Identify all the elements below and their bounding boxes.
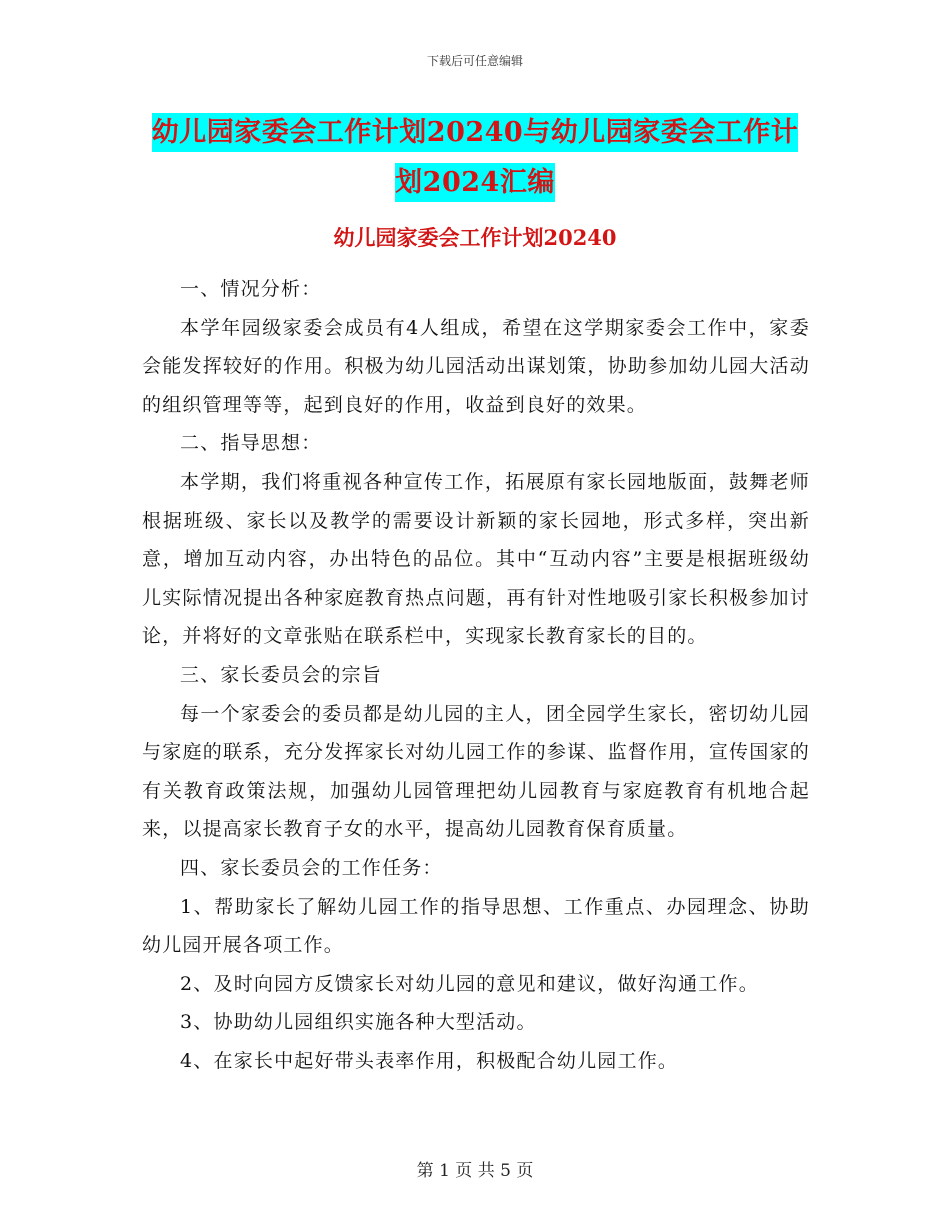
paragraph-purpose: 每一个家委会的委员都是幼儿园的主人，团全园学生家长，密切幼儿园与家庭的联系，充分发挥家长对幼儿园工作的参谋、监督作用，宣传国家的有关教育政策法规，加强幼儿园管理把幼儿园教育与家庭教育有机地合起来，以提高家长教育子女的水平，提高幼儿园教育保育质量。 (142, 702, 810, 841)
heading-committee-purpose: 三、家长委员会的宗旨 (180, 663, 383, 686)
heading-situation-analysis: 一、情况分析： (180, 278, 322, 300)
heading-committee-tasks: 四、家长委员会的工作任务： (180, 856, 443, 879)
title-highlight: 幼儿园家委会工作计划20240与幼儿园家委会工作计划2024汇编 (152, 113, 798, 202)
task-item-3: 3、协助幼儿园组织实施各种大型活动。 (180, 1011, 537, 1034)
paragraph-situation: 本学年园级家委会成员有4人组成，希望在这学期家委会工作中，家委会能发挥较好的作用。积极为幼儿园活动出谋划策，协助参加幼儿园大活动的组织管理等等，起到良好的作用，收益到良好的效果。 (142, 316, 810, 416)
task-item-4: 4、在家长中起好带头表率作用，积极配合幼儿园工作。 (180, 1049, 679, 1072)
paragraph-guiding: 本学期，我们将重视各种宣传工作，拓展原有家长园地版面，鼓舞老师根据班级、家长以及教学的需要设计新颖的家长园地，形式多样，突出新意，增加互动内容，办出特色的品位。其中“互动内容”主要是根据班级幼儿实际情况提出各种家庭教育热点问题，再有针对性地吸引家长积极参加讨论，并将好的文章张贴在联系栏中，实现家长教育家长的目的。 (142, 470, 810, 648)
document-body (142, 270, 810, 1080)
task-item-1: 1、帮助家长了解幼儿园工作的指导思想、工作重点、办园理念、协助幼儿园开展各项工作。 (142, 895, 810, 957)
document-title (140, 108, 810, 208)
header-note: 下载后可任意编辑 (426, 54, 523, 68)
heading-guiding-ideology: 二、指导思想： (180, 432, 322, 455)
task-item-2: 2、及时向园方反馈家长对幼儿园的意见和建议，做好沟通工作。 (180, 972, 759, 995)
section-title: 幼儿园家委会工作计划20240 (333, 225, 617, 250)
page-number: 第 1 页 共 5 页 (416, 1161, 534, 1181)
